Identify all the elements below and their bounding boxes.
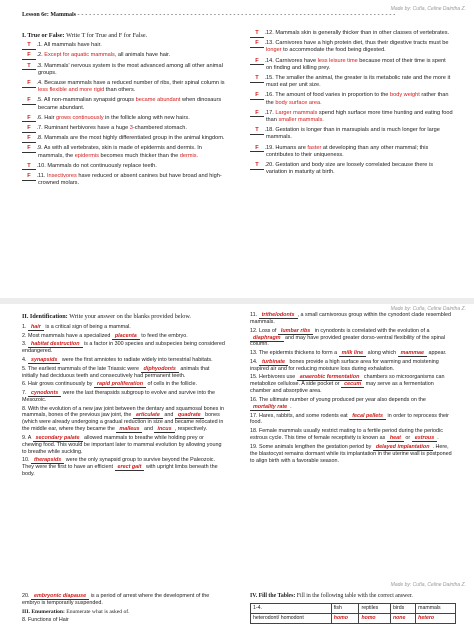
question-text: 9. A (22, 434, 33, 441)
tf-item-text: grows continuously (56, 114, 104, 121)
tf-answer: F . (22, 125, 36, 133)
fill-table-header-cell: reptiles (359, 603, 390, 613)
tf-item (250, 75, 453, 89)
tf-item (250, 92, 453, 106)
tf-item-text: less flexible and more rigid (38, 87, 105, 94)
tf-answer: F . (22, 115, 36, 123)
page-one (0, 0, 474, 298)
tf-item-number: 2. (38, 52, 43, 59)
tf-item-text: Mammals are the most highly differentiated group in the animal kingdom. (44, 135, 225, 142)
answer-blank: fecal pellets (349, 413, 386, 420)
answer-blank: malleus (116, 426, 142, 433)
question-text: . Here, the blastocyst remains dormant while its implantation in the uterine wall is postponed to align birth with a favorable season. (250, 443, 452, 464)
question-text: 8. With the evolution of a new jaw joint between the dentary and squamosal bones in mammals, bones of the previous jaw joint, the (22, 405, 224, 419)
author-credit-2: Made by: Cuña, Celine Daintha Z. (390, 306, 466, 312)
fill-table-header-cell: fish (331, 603, 359, 613)
question-text: 2. Most mammals have a specialized (22, 332, 112, 339)
question-text: bones provide a high surface area for warming and moistening inspired air and for reducing moisture loss during exhalation. (250, 358, 439, 372)
tf-item-number: 12. (266, 30, 274, 36)
tf-item-number: 19. (266, 144, 274, 151)
identification-item (250, 328, 453, 349)
tf-item (250, 145, 453, 159)
question-text: were the first amniotes to radiate widely into terrestrial habitats. (60, 356, 213, 363)
tf-answer: T . (22, 42, 36, 50)
question-text: may serve as a fermentation chamber and absorptive area. (250, 381, 434, 395)
tf-item-text: Humans are (275, 144, 308, 151)
ident-heading (22, 314, 225, 321)
tf-item-text: all animals have hair. (116, 52, 171, 59)
answer-blank: trithelodonts (259, 312, 298, 319)
tf-item-text: rather than the (266, 92, 449, 106)
tf-item (250, 58, 453, 72)
question-text: 5. The earliest mammals of the late Triassic were (22, 365, 141, 372)
question-text: , respectively. (174, 426, 208, 433)
question-text: and (162, 412, 175, 419)
answer-blank: hair (28, 324, 44, 331)
identification-item-20 (22, 593, 225, 607)
tf-right-list (250, 30, 453, 176)
tf-item-text: dermis. (179, 152, 199, 159)
tf-item (22, 80, 225, 94)
tf-answer: T . (250, 75, 264, 83)
fill-table-row (251, 613, 456, 623)
tf-answer: F . (22, 135, 36, 143)
tf-item (250, 110, 453, 124)
answer-blank: estrous (412, 435, 437, 442)
tf-item-text: -chambered stomach. (132, 125, 187, 132)
bottom-left-section (22, 593, 225, 623)
tf-item (250, 162, 453, 176)
tf-item-number: 8. (38, 135, 43, 142)
enum-heading (22, 609, 225, 616)
tf-left-column (22, 32, 225, 190)
tf-item-number: 5. (38, 97, 43, 104)
fill-table-header-cell: mammals (416, 603, 456, 613)
enum-heading-label: III. Enumeration: (22, 608, 65, 615)
enum-instruction: Enumerate what is asked of. (66, 608, 130, 615)
question-text: . (290, 403, 292, 410)
tf-answer: T . (250, 162, 264, 170)
question-text: and (142, 426, 155, 433)
identification-item (250, 444, 453, 465)
lesson-title (22, 12, 452, 18)
question-text: is a period of arrest where the development of the embryo is temporarily suspended. (22, 593, 210, 606)
ident-left-list (22, 324, 225, 478)
author-credit: Made by: Cuña, Celine Daintha Z. (390, 6, 466, 12)
tf-item (22, 42, 225, 49)
tf-item (22, 125, 225, 132)
ident-right-column (250, 312, 453, 466)
answer-blank: erect gait (115, 464, 145, 471)
question-text: along which (366, 350, 398, 357)
tf-left-list (22, 42, 225, 187)
fill-table (250, 603, 456, 624)
question-text: 15. Herbivores use (250, 374, 297, 381)
tf-item-text: when dinosaurs became abundant. (38, 97, 222, 111)
tf-answer: F . (250, 92, 264, 100)
identification-item (22, 390, 225, 404)
question-text: 17. Hares, rabbits, and some rodents eat (250, 412, 350, 419)
tf-answer: F . (250, 58, 264, 66)
identification-item (22, 406, 225, 434)
answer-blank: secondary palate (33, 435, 83, 442)
tf-item-text: Mammals' nervous system is the most advanced among all other animal groups. (38, 62, 223, 76)
tf-item-text: at developing than any other mammal; this contributes to their uniqueness. (266, 144, 429, 158)
tf-heading-label: I. True or False: (22, 32, 65, 39)
tf-answer: T . (22, 163, 36, 171)
tf-item-number: 14. (266, 57, 274, 64)
tf-item-text: Gestation is longer than in marsupials and is much longer for large mammals. (266, 127, 440, 141)
tf-item (250, 40, 453, 54)
tf-item-text: less leisure time (317, 57, 358, 64)
answer-blank: rapid proliferation (94, 381, 146, 388)
tf-item-text: Because mammals have a reduced number of ribs, their spinal column is (44, 80, 225, 87)
question-text: 20. (22, 593, 31, 599)
tf-item (22, 135, 225, 142)
tf-answer: F . (22, 145, 36, 153)
tf-item-text: body surface area. (275, 99, 322, 106)
tf-item-text: epidermis (74, 152, 99, 159)
identification-item (250, 359, 453, 373)
identification-item (250, 413, 453, 427)
tf-answer: F . (250, 110, 264, 118)
answer-blank: cecum (341, 381, 364, 388)
question-text: appear. (427, 350, 447, 357)
fill-heading (250, 593, 460, 600)
answer-blank: embryonic diapause (31, 593, 89, 600)
question-text: chambers so microorganisms can metabolize cellulose. A side pocket or (250, 374, 445, 388)
identification-item (250, 374, 453, 395)
answer-blank: lumbar ribs (278, 328, 313, 335)
tf-item-number: 15. (266, 75, 274, 82)
tf-item-text: because most of their time is spent on finding and killing prey. (266, 57, 446, 71)
tf-item (22, 163, 225, 170)
question-text: , a small carnivorous group within the cynodont clade resembled mammals. (250, 312, 451, 325)
answer-blank: anaerobic fermentation (297, 374, 363, 381)
tf-item-number: 1. (38, 42, 43, 49)
tf-item-number: 11. (38, 173, 46, 180)
question-text: were the only synapsid group to survive beyond the Paleozoic. They were the first to have an efficient (22, 457, 215, 471)
tf-item-text: have reduced or absent canines but have broad and high-crowned molars. (38, 173, 222, 187)
identification-item (22, 333, 225, 340)
tf-item-text: Mammals do not continuously replace teeth. (47, 162, 157, 169)
answer-blank: delayed implantation (373, 444, 433, 451)
answer-blank: articulate (133, 412, 163, 419)
identification-item (22, 381, 225, 388)
tf-item-text: Larger mammals (275, 109, 318, 116)
tf-item-text: All non-mammalian synapsid groups (43, 97, 136, 104)
question-text: 3. (22, 341, 28, 348)
identification-item (22, 366, 225, 380)
tf-item (22, 145, 225, 159)
identification-item (250, 428, 453, 442)
answer-blank: milk line (339, 350, 367, 357)
tf-item (22, 52, 225, 59)
tf-item-text: to accommodate the food being digested. (281, 47, 386, 54)
tf-item-text: longer (266, 47, 282, 54)
tf-answer: F . (22, 80, 36, 88)
fill-instruction: Fill in the following table with the correct answer. (296, 593, 413, 599)
question-text: or (403, 435, 412, 442)
tf-item-text: Insectivores (46, 173, 77, 180)
question-text: 6. Hair grows continuously by (22, 381, 94, 388)
question-text: and may have provided greater dorso-ventral flexibility of the spinal column. (250, 334, 446, 348)
tf-answer: F . (22, 97, 36, 105)
answer-blank: synapsids (28, 357, 60, 364)
tf-item-number: 16. (266, 92, 274, 99)
tf-item-text: Mammals skin is generally thicker than in other classes of vertebrates. (275, 30, 450, 36)
answer-blank: incus (154, 426, 174, 433)
question-text: 16. The ultimate number of young produced per year also depends on the (250, 396, 426, 403)
question-text: 10. (22, 457, 31, 464)
identification-item (250, 350, 453, 357)
tf-item-text: becomes much thicker than the (98, 152, 180, 159)
fill-table-answer: none (390, 613, 415, 623)
fill-table-answer: hetero (416, 613, 456, 623)
tf-item-text: All mammals have hair. (43, 42, 102, 49)
tf-item-text: body weight (389, 92, 420, 99)
tf-item (22, 97, 225, 111)
question-text: is a critical sign of being a mammal. (43, 323, 131, 330)
question-text: 13. The epidermis thickens to form a (250, 350, 339, 357)
identification-item (250, 312, 453, 326)
fill-table-answer: homo (331, 613, 359, 623)
tf-item-text: faster (307, 144, 322, 151)
question-text: 14. (250, 358, 259, 365)
tf-item-number: 10. (38, 162, 46, 169)
fill-table-header-cell: birds (390, 603, 415, 613)
tf-item-text: As with all vertebrates, skin is made of epidermis and dermis. In mammals, the (38, 145, 202, 159)
question-text: . (437, 435, 439, 442)
tf-item-number: 20. (266, 162, 274, 169)
lesson-title-rule: - - - - - - - - - - - - - - - - - - - - - - - - - - - - - - - - - - - - - - - - - - - - - - - - - - - - - - - - - - - - - - - - - - - - - - - - - - - - - - - - - - (77, 12, 396, 18)
answer-blank: turbinate (259, 359, 288, 366)
tf-answer: T . (22, 63, 36, 71)
tf-item-number: 13. (266, 40, 274, 47)
tf-item-text: smaller mammals. (278, 117, 324, 124)
fill-table-row-label: heterodont/ homodont (251, 613, 332, 623)
answer-blank: mammae (398, 350, 427, 357)
tf-item-number: 4. (38, 80, 43, 87)
answer-blank: habitat destruction (28, 341, 83, 348)
tf-answer: F . (22, 52, 36, 60)
ident-heading-label: II. Identification: (22, 313, 68, 320)
question-text: 11. (250, 312, 259, 318)
question-text: in cynodonts is correlated with the evolution of a (313, 327, 430, 334)
identification-item (22, 357, 225, 364)
tf-item-text: Except for aquatic mammals, (44, 52, 117, 59)
author-credit-3: Made by: Cuña, Celine Daintha Z. (390, 582, 466, 588)
question-text: allowed mammals to breathe while holding prey or chewing food. This would be important later to mammal evolution by allowing young to breathe while suckling. (22, 434, 222, 455)
answer-blank: heat (387, 435, 404, 442)
ident-instruction: Write your answer on the blanks provided below. (69, 313, 191, 320)
tf-item (22, 115, 225, 122)
tf-item (250, 30, 453, 37)
fill-table-section (250, 593, 460, 624)
identification-item (22, 341, 225, 355)
question-text: 1. (22, 323, 28, 330)
tf-item (22, 173, 225, 187)
question-text: bones (which were already undergoing a gradual reduction in size and became relocated in the middle ear, where they became the (22, 412, 224, 433)
tf-answer: F . (250, 145, 264, 153)
tf-answer: T . (250, 30, 264, 38)
tf-item-text: became abundant (135, 97, 181, 104)
question-text: in order to reprocess their food. (250, 412, 449, 426)
tf-item-text: Hair (44, 114, 57, 121)
tf-item (22, 63, 225, 77)
question-text: 18. Female mammals usually restrict mating to a fertile period during the periodic estrous cycle. This time of female receptivity is known as (250, 428, 443, 442)
question-text: of cells in the follicle. (146, 381, 197, 388)
tf-item-text: Carnivores have (275, 57, 318, 64)
tf-item-number: 7. (38, 125, 43, 132)
fill-table-header-cell: 1-4. (251, 603, 332, 613)
tf-item-text: The smaller the animal, the greater is its metabolic rate and the more it must eat per unit size. (266, 75, 451, 89)
fill-table-answer: homo (359, 613, 390, 623)
ident-right-list (250, 312, 453, 465)
fill-heading-label: IV. Fill the Tables: (250, 593, 296, 599)
tf-item-text: Gestation and body size are loosely correlated because there is variation in maturity at birth. (266, 162, 433, 176)
tf-item-text: in the follicle along with new hairs. (103, 114, 190, 121)
tf-instruction: Write T for True and F for False. (66, 32, 148, 39)
answer-blank: cynodonts (28, 390, 61, 397)
tf-item-text: spend high surface more time hunting and eating food than (266, 109, 453, 124)
identification-item (250, 397, 453, 411)
tf-item-number: 17. (266, 109, 274, 116)
page-two (0, 304, 474, 632)
tf-item-text: Carnivores have a high protein diet, thus their digestive tracts must be (275, 40, 449, 47)
tf-item-text: The amount of food varies in proportion to the (275, 92, 390, 99)
tf-item-number: 6. (38, 114, 43, 121)
question-text: were the last therapsids subgroup to evolve and survive into the Mesozoic. (22, 389, 215, 403)
answer-blank: placenta (112, 333, 140, 340)
tf-item (250, 127, 453, 141)
question-text: 12. Loss of (250, 327, 278, 334)
tf-item-text: than others. (104, 87, 136, 94)
tf-answer: F . (22, 173, 36, 181)
tf-item-number: 9. (38, 145, 43, 152)
tf-item-number: 3. (38, 62, 43, 69)
question-text: to feed the embryo. (139, 332, 188, 339)
answer-blank: quadrate (175, 412, 204, 419)
tf-right-column (250, 30, 453, 179)
question-text: animals that initially had deciduous teeth and consecutively had permanent teeth. (22, 365, 210, 379)
question-text: 19. Some animals lengthen the gestation period by (250, 443, 373, 450)
answer-blank: therapsids (31, 457, 64, 464)
tf-answer: T . (250, 127, 264, 135)
answer-blank: diaphragm (250, 335, 284, 342)
question-text: 4. (22, 356, 28, 363)
fill-table-header (251, 603, 456, 613)
question-text: 7. (22, 389, 28, 396)
tf-item-number: 18. (266, 127, 274, 134)
tf-item-text: Ruminant herbivores have a huge (44, 125, 130, 132)
identification-item (22, 324, 225, 331)
tf-item-text: 3 (129, 125, 133, 132)
ident-left-column (22, 314, 225, 480)
question-text: with upright limbs beneath the body. (22, 464, 218, 478)
answer-blank: mortality rate (250, 404, 290, 411)
identification-item (22, 435, 225, 456)
answer-blank: diphyodonts (141, 366, 179, 373)
lesson-title-text: Lesson 6e: Mammals (22, 12, 76, 18)
tf-answer: F . (250, 40, 264, 48)
question-text: is a factor in 300 species and subspecies being considered endangered. (22, 341, 225, 355)
tf-heading (22, 32, 225, 39)
enum-item: 8. Functions of Hair (22, 616, 69, 623)
identification-item (22, 457, 225, 478)
